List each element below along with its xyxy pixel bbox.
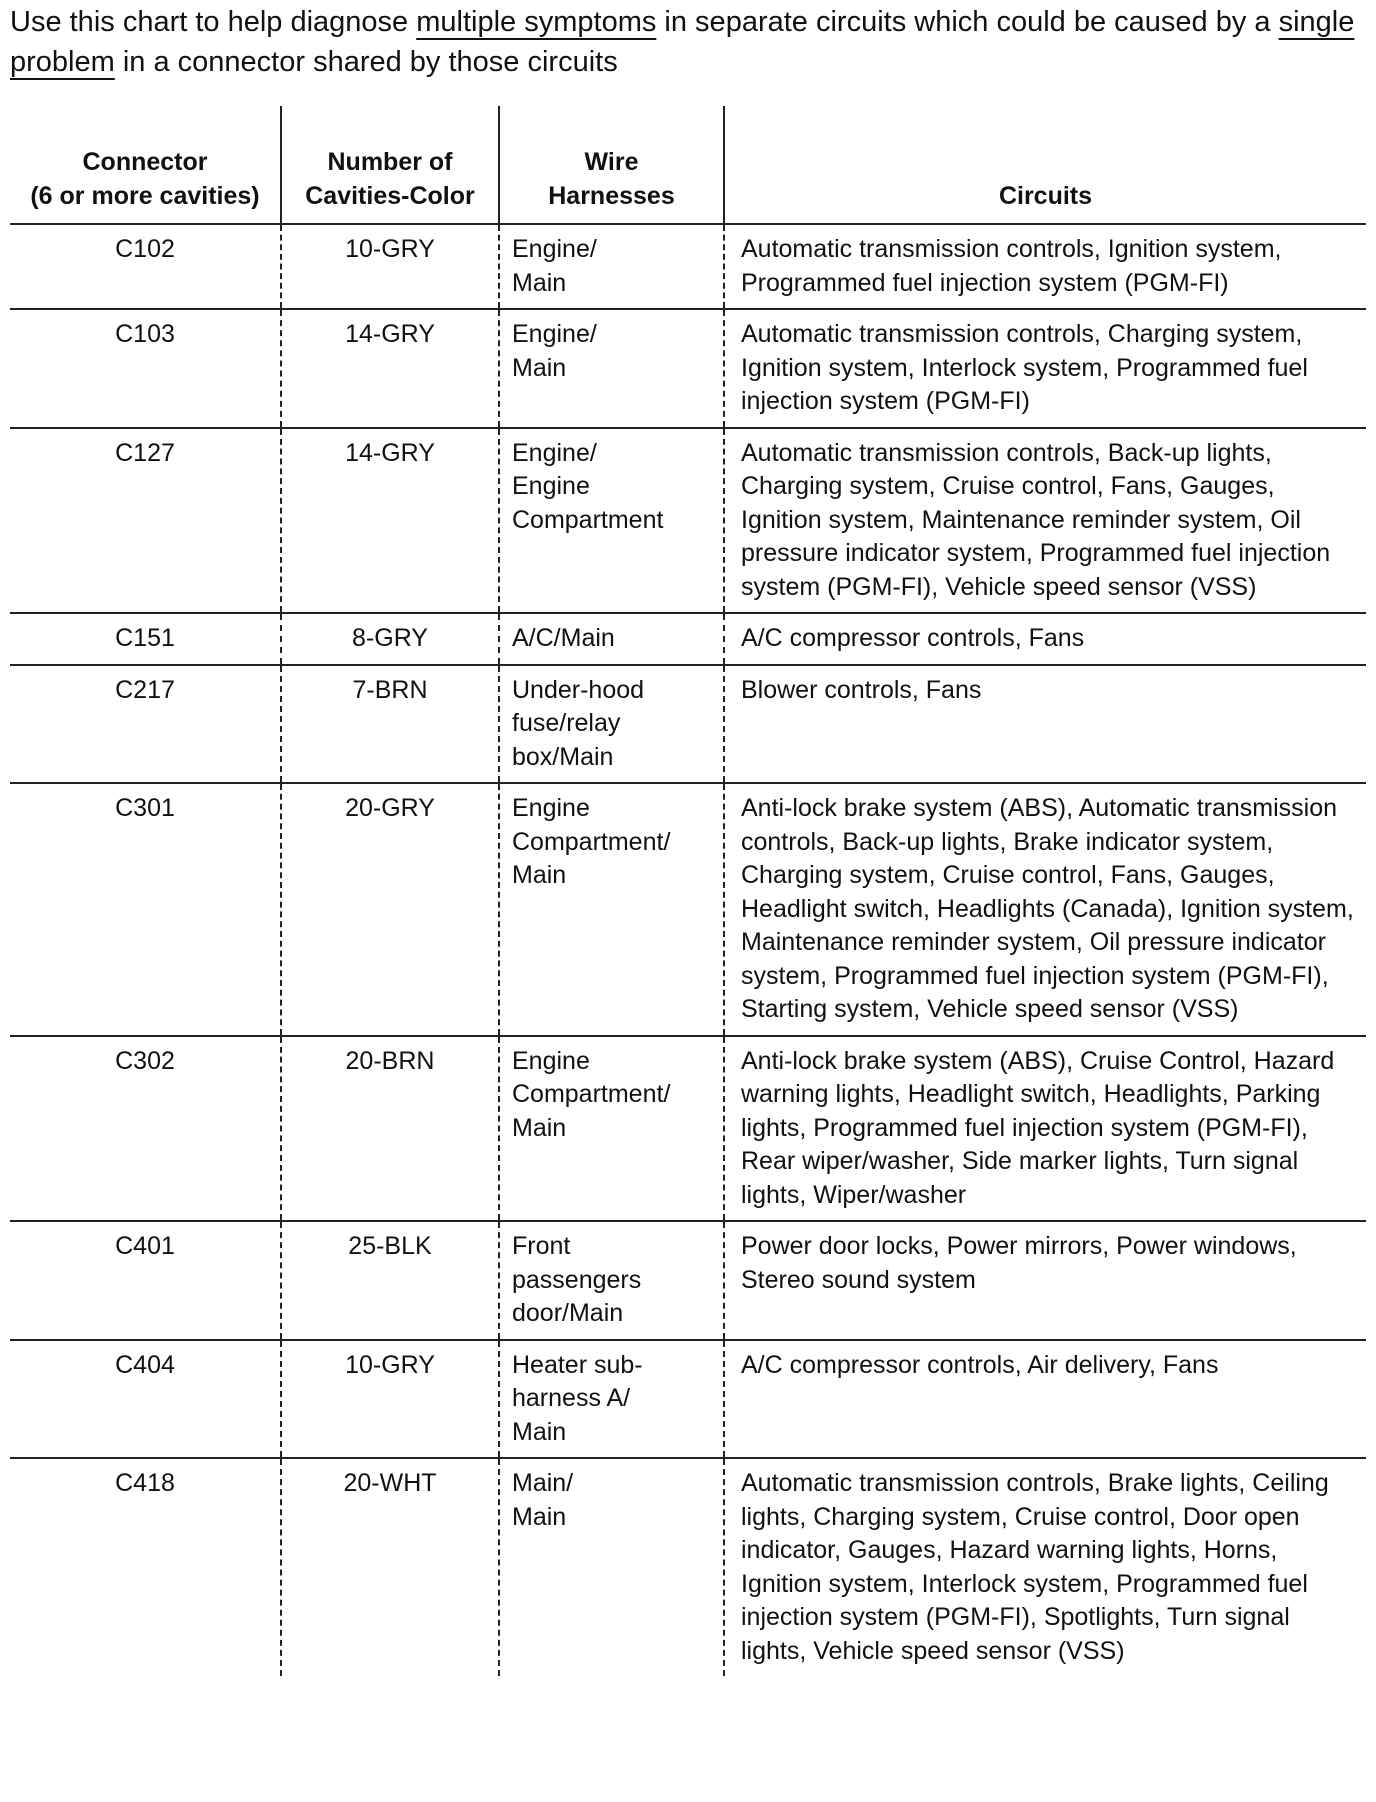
header-harnesses-line-1: Wire <box>584 148 639 176</box>
harness-line: box/Main <box>512 742 614 771</box>
header-connector-line-1: Connector <box>82 148 208 176</box>
cell-harness <box>499 428 724 614</box>
cell-cavities: 7-BRN <box>281 665 499 784</box>
harness-line: fuse/relay <box>512 709 621 737</box>
harness-line: Main <box>512 861 567 889</box>
table-row <box>10 309 1366 428</box>
cell-circuits: Anti-lock brake system (ABS), Cruise Control, Hazard warning lights, Headlight switch, Headlights, Parking lights, Programmed fuel injection system (PGM-FI), Rear wiper/washer, Side marker lights, Turn signal lights, Wiper/washer <box>724 1036 1366 1222</box>
cell-circuits: Automatic transmission controls, Brake lights, Ceiling lights, Charging system, Cruise control, Door open indicator, Gauges, Hazard warning lights, Horns, Ignition system, Interlock system, Programmed fuel injection system (PGM-FI), Spotlights, Turn signal lights, Vehicle speed sensor (VSS) <box>741 1469 1329 1665</box>
intro-text <box>10 2 1370 82</box>
cell-connector: C151 <box>10 613 281 665</box>
intro-emphasis-multiple-symptoms: multiple symptoms <box>416 6 657 38</box>
harness-line: harness A/ <box>512 1384 631 1412</box>
cell-harness <box>499 1221 724 1340</box>
cell-harness <box>499 1458 724 1676</box>
header-connector <box>10 106 281 224</box>
cell-harness <box>499 1340 724 1459</box>
harness-line: Engine <box>512 1046 590 1075</box>
cell-circuits: A/C compressor controls, Air delivery, Fans <box>724 1340 1366 1459</box>
cell-connector: C103 <box>10 309 281 428</box>
header-circuits <box>724 106 1366 224</box>
table-row <box>10 1458 1366 1676</box>
intro-part-1: Use this chart to help diagnose <box>10 6 417 38</box>
table-row <box>10 1340 1366 1459</box>
table-header-row <box>10 106 1366 224</box>
cell-circuits: A/C compressor controls, Fans <box>724 613 1366 665</box>
cell-cavities: 20-BRN <box>281 1036 499 1222</box>
header-cavities-line-1: Number of <box>327 148 453 176</box>
harness-line: Main <box>512 1417 567 1446</box>
cell-connector: C418 <box>10 1458 281 1676</box>
table-row <box>10 613 1366 665</box>
harness-line: Compartment/ <box>512 827 671 856</box>
header-cavities-line-2: Cavities-Color <box>305 181 475 210</box>
cell-harness <box>499 613 724 665</box>
header-harnesses-line-2: Harnesses <box>548 181 675 210</box>
cell-circuits: Automatic transmission controls, Back-up lights, Charging system, Cruise control, Fans, Gauges, Ignition system, Maintenance reminder system, Oil pressure indicator system, Programmed fuel injection system (PGM-FI), Vehicle speed sensor (VSS) <box>724 428 1366 614</box>
table-row <box>10 1036 1366 1222</box>
cell-harness <box>499 224 724 309</box>
harness-line: Heater sub- <box>512 1350 643 1379</box>
cell-connector: C102 <box>10 224 281 309</box>
cell-harness <box>499 783 724 1036</box>
harness-line: Engine/ <box>512 235 597 263</box>
cell-connector: C401 <box>10 1221 281 1340</box>
intro-part-2: in separate circuits which could be caused by a <box>656 6 1279 38</box>
cell-cavities: 20-WHT <box>281 1458 499 1676</box>
cell-connector: C127 <box>10 428 281 614</box>
harness-line: door/Main <box>512 1299 624 1327</box>
cell-cavities: 8-GRY <box>281 613 499 665</box>
header-harnesses <box>499 106 724 224</box>
cell-harness <box>499 665 724 784</box>
harness-line: Front <box>512 1232 571 1260</box>
cell-circuits: Automatic transmission controls, Ignition system, Programmed fuel injection system (PGM-FI) <box>724 224 1366 309</box>
cell-connector: C302 <box>10 1036 281 1222</box>
cell-circuits: Power door locks, Power mirrors, Power windows, Stereo sound system <box>724 1221 1366 1340</box>
harness-line: passengers <box>512 1265 642 1294</box>
intro-part-3: in a connector shared by those circuits <box>114 46 618 78</box>
harness-line: Main <box>512 353 567 382</box>
connector-chart <box>10 106 1366 1676</box>
harness-line: Engine/ <box>512 438 597 467</box>
table-row <box>10 224 1366 309</box>
harness-line: Engine/ <box>512 320 597 348</box>
harness-line: Main/ <box>512 1469 574 1497</box>
cell-circuits: Anti-lock brake system (ABS), Automatic transmission controls, Back-up lights, Brake indicator system, Charging system, Cruise control, Fans, Gauges, Headlight switch, Headlights (Canada), Ignition system, Maintenance reminder system, Oil pressure indicator system, Programmed fuel injection system (PGM-FI), Starting system, Vehicle speed sensor (VSS) <box>724 783 1366 1036</box>
harness-line: Engine <box>512 794 590 822</box>
header-circuits-line: Circuits <box>998 181 1093 210</box>
header-connector-line-2: (6 or more cavities) <box>30 181 260 210</box>
cell-harness <box>499 1036 724 1222</box>
table-row <box>10 428 1366 614</box>
harness-line: Under-hood <box>512 675 645 704</box>
table-row <box>10 1221 1366 1340</box>
cell-circuits: Blower controls, Fans <box>724 665 1366 784</box>
harness-line: Main <box>512 268 567 297</box>
harness-line: A/C/Main <box>512 624 615 652</box>
connector-table <box>10 106 1366 1676</box>
cell-circuits: Automatic transmission controls, Charging system, Ignition system, Interlock system, Programmed fuel injection system (PGM-FI) <box>724 309 1366 428</box>
cell-connector: C404 <box>10 1340 281 1459</box>
cell-connector: C301 <box>10 783 281 1036</box>
header-cavities <box>281 106 499 224</box>
table-row <box>10 783 1366 1036</box>
cell-cavities: 10-GRY <box>281 224 499 309</box>
harness-line: Main <box>512 1113 567 1142</box>
cell-cavities: 25-BLK <box>281 1221 499 1340</box>
harness-line: Engine <box>512 472 590 500</box>
table-row <box>10 665 1366 784</box>
harness-line: Compartment <box>512 505 664 534</box>
harness-line: Main <box>512 1502 567 1531</box>
cell-harness <box>499 309 724 428</box>
cell-cavities: 20-GRY <box>281 783 499 1036</box>
cell-cavities: 14-GRY <box>281 428 499 614</box>
cell-connector: C217 <box>10 665 281 784</box>
cell-cavities: 14-GRY <box>281 309 499 428</box>
harness-line: Compartment/ <box>512 1080 671 1108</box>
intro-emphasis-single-problem: single problem <box>10 6 1355 78</box>
cell-cavities: 10-GRY <box>281 1340 499 1459</box>
